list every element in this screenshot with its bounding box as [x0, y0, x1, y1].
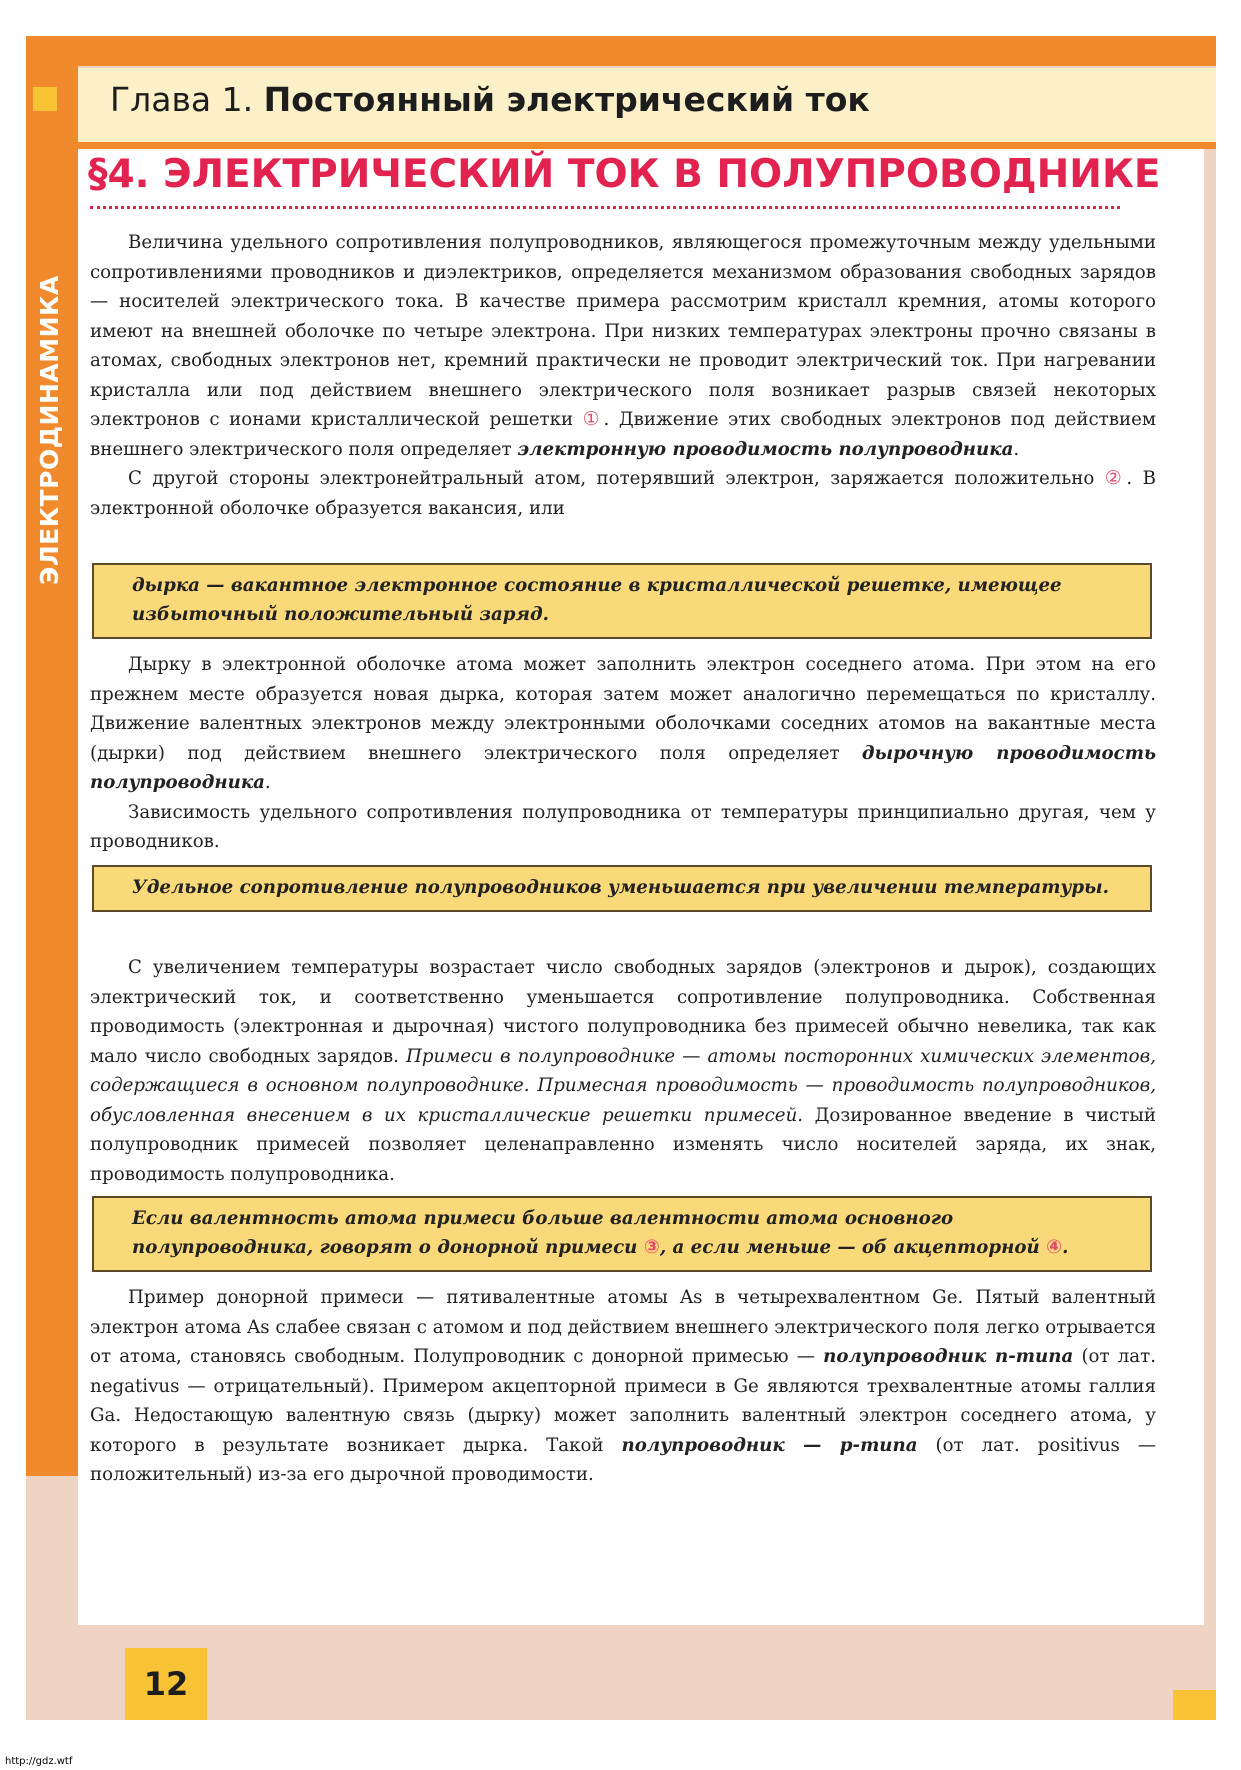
marker-3: ③: [643, 1236, 660, 1258]
p6-text-a: Пример донорной примеси — пятивалентные атомы As в четырехвалентном Ge. Пятый валентный электрон атома As слабее связан с атомом и под действием внешнего электрического поля легко отрывается от атома, становясь свободным. Полупроводник с донорной примесью —: [90, 1287, 1156, 1367]
definition-callout-hole: [92, 563, 1152, 639]
term-electron-conductivity: электронную проводимость полупроводника: [517, 438, 1014, 460]
paragraph-5: [90, 953, 1156, 1189]
text-block-2: [90, 650, 1156, 857]
paragraph-1: [90, 228, 1156, 464]
callout-impurity-text-b: , а если меньше — об акцепторной: [659, 1237, 1040, 1258]
page-number: 12: [125, 1648, 207, 1720]
p3-end: .: [264, 772, 271, 793]
dotted-divider: [90, 206, 1120, 209]
text-block-3: [90, 953, 1156, 1189]
p1-text-a: Величина удельного сопротивления полупроводников, являющегося промежуточным между удельными сопротивлениями проводников и диэлектриков, определяется механизмом образования свободных зарядов — носителей электрического тока. В качестве примера рассмотрим кристалл кремния, атомы которого имеют на внешней оболочке по четыре электрона. При низких температурах электроны прочно связаны в атомах, свободных электронов нет, кремний практически не проводит электрический ток. При нагревании кристалла или под действием внешнего электрического поля возникает разрыв связей некоторых электронов с ионами кристаллической решетки: [90, 232, 1156, 430]
text-block-4: [90, 1283, 1156, 1490]
rule-callout-resistance: [92, 865, 1152, 912]
yellow-square-bottom: [1173, 1690, 1216, 1720]
paragraph-3: [90, 650, 1156, 798]
chapter-name: Постоянный электрический ток: [263, 80, 870, 119]
chapter-prefix: Глава 1.: [110, 80, 254, 119]
p2-text-b: . В электронной оболочке образуется вакансия, или: [90, 468, 1156, 519]
marker-1: ①: [582, 408, 604, 430]
p1-end: .: [1013, 438, 1020, 460]
text-block-1: [90, 228, 1156, 523]
p2-text-a: С другой стороны электронейтральный атом, потерявший электрон, заряжается положительно: [128, 468, 1095, 489]
top-orange-band: [26, 36, 1216, 66]
marker-2: ②: [1104, 467, 1127, 489]
p5-text-b: Дозированное введение в чистый полупроводник примесей позволяет целенаправленно изменять число носителей заряда, их знак, проводимость полупроводника.: [90, 1104, 1156, 1185]
paragraph-4: [90, 798, 1156, 857]
p5-italic-definitions: Примеси в полупроводнике — атомы посторонних химических элементов, содержащиеся в основном полупроводнике. Примесная проводимость — проводимость полупроводников, обусловленная внесением в их кристаллические решетки примесей.: [90, 1045, 1156, 1126]
chapter-underline: [78, 142, 1216, 149]
side-label: ЭЛЕКТРОДИНАМИКА: [35, 275, 64, 585]
p6-text-b: (от лат. negativus — отрицательный). Примером акцепторной примеси в Ge являются трехвалентные атомы галлия Ga. Недостающую валентную связь (дырку) может заполнить валентный электрон соседнего атома, у которого в результате возникает дырка. Такой: [90, 1346, 1156, 1456]
yellow-square-decoration: [33, 87, 57, 111]
p4-text: Зависимость удельного сопротивления полупроводника от температуры принципиально другая, чем у проводников.: [90, 801, 1156, 852]
callout-hole-text: дырка — вакантное электронное состояние в кристаллической решетке, имеющее избыточный положительный заряд.: [132, 575, 1062, 625]
callout-impurity-text-a: Если валентность атома примеси больше валентности атома основного полупроводника, говорят о донорной примеси: [132, 1208, 954, 1258]
left-orange-band: [26, 36, 78, 1476]
chapter-title: [110, 80, 870, 119]
term-hole-conductivity: дырочную проводимость полупроводника: [90, 742, 1156, 793]
callout-resistance-text: Удельное сопротивление полупроводников уменьшается при увеличении температуры.: [132, 877, 1109, 898]
rule-callout-impurity: [92, 1196, 1152, 1272]
term-p-type: полупроводник — p-типа: [621, 1434, 918, 1456]
marker-4: ④: [1046, 1236, 1063, 1258]
term-n-type: полупроводник n-типа: [823, 1346, 1074, 1367]
p3-text-a: Дырку в электронной оболочке атома может заполнить электрон соседнего атома. При этом на его прежнем месте образуется новая дырка, которая затем может аналогично перемещаться по кристаллу. Движение валентных электронов между электронными оболочками соседних атомов на вакантные места (дырки) под действием внешнего электрического поля определяет: [90, 654, 1156, 764]
callout-impurity-end: .: [1062, 1237, 1069, 1258]
paragraph-2: [90, 464, 1156, 523]
watermark-url: http://gdz.wtf: [5, 1756, 73, 1767]
section-title: §4. ЭЛЕКТРИЧЕСКИЙ ТОК В ПОЛУПРОВОДНИКЕ: [88, 152, 1161, 197]
p6-text-c: (от лат. positivus — положительный) из-за его дырочной проводимости.: [90, 1434, 1156, 1485]
paragraph-6: [90, 1283, 1156, 1490]
p5-text-a: С увеличением температуры возрастает число свободных зарядов (электронов и дырок), создающих электрический ток, и соответственно уменьшается сопротивление полупроводника. Собственная проводимость (электронная и дырочная) чистого полупроводника без примесей обычно невелика, так как мало число свободных зарядов.: [90, 957, 1156, 1067]
p1-text-b: . Движение этих свободных электронов под действием внешнего электрического поля определяет: [90, 409, 1156, 460]
